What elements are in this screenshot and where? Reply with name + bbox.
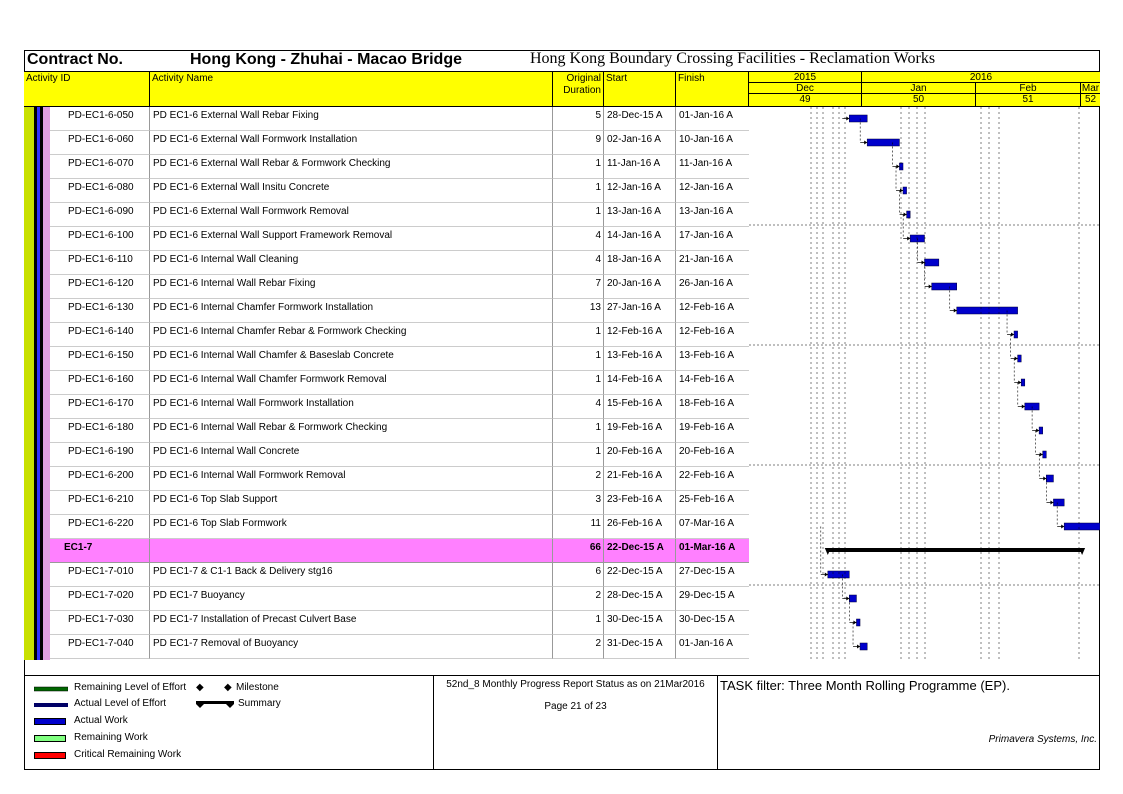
cell-duration: 1	[553, 179, 604, 203]
cell-start: 22-Dec-15 A	[604, 539, 676, 563]
col-header-duration[interactable]	[553, 72, 604, 107]
cell-activity-id: PD-EC1-6-080	[50, 179, 150, 203]
cell-activity-name: PD EC1-7 Removal of Buoyancy	[150, 635, 553, 659]
cell-activity-id: PD-EC1-6-140	[50, 323, 150, 347]
cell-finish: 01-Mar-16 A	[676, 539, 749, 563]
cell-finish: 01-Jan-16 A	[676, 107, 749, 131]
cell-activity-id: PD-EC1-6-190	[50, 443, 150, 467]
cell-start: 28-Dec-15 A	[604, 107, 676, 131]
cell-activity-id: PD-EC1-6-110	[50, 251, 150, 275]
cell-duration: 11	[553, 515, 604, 539]
cell-finish: 30-Dec-15 A	[676, 611, 749, 635]
cell-start: 14-Jan-16 A	[604, 227, 676, 251]
arrow-head	[825, 573, 828, 577]
cell-duration: 4	[553, 251, 604, 275]
cell-finish: 14-Feb-16 A	[676, 371, 749, 395]
cell-activity-id: PD-EC1-6-090	[50, 203, 150, 227]
cell-finish: 22-Feb-16 A	[676, 467, 749, 491]
contract-label: Contract No.	[27, 51, 123, 68]
remaining-loe-swatch	[34, 685, 68, 693]
table-row[interactable]	[24, 515, 749, 539]
table-row[interactable]	[24, 251, 749, 275]
legend: Remaining Level of Effort ◆ ◆ Milestone Actual Level of Effort Summary Actual Work Remaining Work Critical Remaining Work	[24, 675, 434, 770]
cell-activity-name: PD EC1-6 Internal Wall Rebar Fixing	[150, 275, 553, 299]
cell-activity-id: PD-EC1-6-070	[50, 155, 150, 179]
actual-work-bar	[1043, 451, 1047, 458]
cell-duration: 2	[553, 635, 604, 659]
cell-activity-name: PD EC1-6 Internal Wall Rebar & Formwork Checking	[150, 419, 553, 443]
arrow-head	[1011, 333, 1014, 337]
arrow-head	[853, 621, 856, 625]
week-50: 50	[861, 94, 975, 106]
cell-activity-name: PD EC1-6 External Wall Rebar & Formwork Checking	[150, 155, 553, 179]
cell-activity-name: PD EC1-6 Internal Chamfer Rebar & Formwork Checking	[150, 323, 553, 347]
cell-activity-name: PD EC1-6 External Wall Formwork Installation	[150, 131, 553, 155]
arrow-head	[907, 237, 910, 241]
cell-finish: 26-Jan-16 A	[676, 275, 749, 299]
table-row[interactable]	[24, 299, 749, 323]
table-row[interactable]	[24, 491, 749, 515]
cell-activity-id: PD-EC1-6-160	[50, 371, 150, 395]
cell-duration: 3	[553, 491, 604, 515]
cell-finish: 12-Feb-16 A	[676, 323, 749, 347]
cell-activity-name: PD EC1-6 External Wall Formwork Removal	[150, 203, 553, 227]
cell-duration: 1	[553, 347, 604, 371]
cell-activity-name: PD EC1-6 External Wall Insitu Concrete	[150, 179, 553, 203]
arrow-head	[846, 117, 849, 121]
cell-activity-name	[150, 539, 553, 563]
table-row[interactable]	[24, 155, 749, 179]
actual-work-bar	[903, 187, 907, 194]
cell-finish: 10-Jan-16 A	[676, 131, 749, 155]
duration-header-line1: Original	[566, 73, 601, 84]
actual-work-bar	[1053, 499, 1064, 506]
report-status: 52nd_8 Monthly Progress Report Status as on 21Mar2016	[446, 679, 705, 690]
month-feb: Feb	[975, 83, 1080, 94]
cell-duration: 7	[553, 275, 604, 299]
timeline-header	[749, 72, 1100, 107]
cell-duration: 1	[553, 371, 604, 395]
arrow-head	[929, 285, 932, 289]
cell-start: 15-Feb-16 A	[604, 395, 676, 419]
arrow-head	[1022, 405, 1025, 409]
cell-start: 12-Jan-16 A	[604, 179, 676, 203]
month-dec: Dec	[749, 83, 861, 94]
cell-start: 30-Dec-15 A	[604, 611, 676, 635]
actual-work-bar	[925, 259, 939, 266]
cell-duration: 2	[553, 467, 604, 491]
cell-finish: 13-Jan-16 A	[676, 203, 749, 227]
table-row[interactable]	[24, 563, 749, 587]
actual-work-bar	[1064, 523, 1100, 530]
cell-activity-id: PD-EC1-6-220	[50, 515, 150, 539]
vendor-name: Primavera Systems, Inc.	[988, 734, 1097, 745]
table-row[interactable]	[24, 203, 749, 227]
cell-start: 02-Jan-16 A	[604, 131, 676, 155]
cell-duration: 66	[553, 539, 604, 563]
arrow-head	[954, 309, 957, 313]
cell-duration: 6	[553, 563, 604, 587]
cell-start: 11-Jan-16 A	[604, 155, 676, 179]
cell-activity-name: PD EC1-7 Installation of Precast Culvert Base	[150, 611, 553, 635]
month-mar: Mar	[1081, 83, 1100, 94]
cell-activity-name: PD EC1-6 Internal Wall Cleaning	[150, 251, 553, 275]
cell-activity-id: PD-EC1-6-150	[50, 347, 150, 371]
cell-activity-name: PD EC1-6 Top Slab Support	[150, 491, 553, 515]
cell-finish: 17-Jan-16 A	[676, 227, 749, 251]
table-row[interactable]	[24, 443, 749, 467]
table-row[interactable]	[24, 635, 749, 659]
cell-finish: 27-Dec-15 A	[676, 563, 749, 587]
arrow-head	[864, 141, 867, 145]
cell-finish: 12-Feb-16 A	[676, 299, 749, 323]
cell-finish: 12-Jan-16 A	[676, 179, 749, 203]
cell-finish: 25-Feb-16 A	[676, 491, 749, 515]
cell-activity-name: PD EC1-6 External Wall Support Framework Removal	[150, 227, 553, 251]
cell-activity-id: PD-EC1-6-060	[50, 131, 150, 155]
cell-activity-name: PD EC1-6 Internal Wall Formwork Installation	[150, 395, 553, 419]
cell-duration: 1	[553, 155, 604, 179]
year-2016: 2016	[861, 72, 1100, 83]
table-row[interactable]	[24, 107, 749, 131]
cell-activity-id: PD-EC1-7-010	[50, 563, 150, 587]
cell-duration: 2	[553, 587, 604, 611]
actual-work-bar	[849, 115, 867, 122]
cell-start: 21-Feb-16 A	[604, 467, 676, 491]
cell-start: 22-Dec-15 A	[604, 563, 676, 587]
cell-start: 13-Jan-16 A	[604, 203, 676, 227]
actual-work-bar	[1014, 331, 1018, 338]
cell-finish: 01-Jan-16 A	[676, 635, 749, 659]
page-number: Page 21 of 23	[544, 701, 607, 712]
table-row[interactable]	[24, 611, 749, 635]
table-row[interactable]	[24, 467, 749, 491]
cell-start: 20-Jan-16 A	[604, 275, 676, 299]
arrow-head	[857, 645, 860, 649]
col-header-activity-name[interactable]: Activity Name	[150, 72, 553, 107]
col-header-finish[interactable]: Finish	[676, 72, 749, 107]
actual-work-bar	[1046, 475, 1053, 482]
cell-activity-id: PD-EC1-7-040	[50, 635, 150, 659]
table-row[interactable]	[24, 179, 749, 203]
actual-work-bar	[867, 139, 899, 146]
actual-work-bar	[856, 619, 860, 626]
actual-work-bar	[1021, 379, 1025, 386]
cell-duration: 13	[553, 299, 604, 323]
cell-duration: 9	[553, 131, 604, 155]
table-row[interactable]	[24, 275, 749, 299]
cell-activity-id: PD-EC1-6-130	[50, 299, 150, 323]
cell-start: 19-Feb-16 A	[604, 419, 676, 443]
cell-start: 12-Feb-16 A	[604, 323, 676, 347]
project-subtitle: Hong Kong Boundary Crossing Facilities - Reclamation Works	[530, 50, 936, 67]
table-row[interactable]	[24, 419, 749, 443]
cell-activity-id: EC1-7	[50, 539, 150, 563]
cell-start: 18-Jan-16 A	[604, 251, 676, 275]
arrow-head	[900, 189, 903, 193]
gantt-chart	[749, 107, 1100, 660]
cell-finish: 20-Feb-16 A	[676, 443, 749, 467]
cell-finish: 18-Feb-16 A	[676, 395, 749, 419]
cell-duration: 1	[553, 323, 604, 347]
cell-finish: 13-Feb-16 A	[676, 347, 749, 371]
actual-work-bar	[957, 307, 1018, 314]
actual-loe-swatch	[34, 701, 68, 709]
cell-activity-id: PD-EC1-7-020	[50, 587, 150, 611]
arrow-head	[1061, 525, 1064, 529]
table-row[interactable]	[24, 587, 749, 611]
cell-activity-name: PD EC1-6 Internal Wall Formwork Removal	[150, 467, 553, 491]
actual-work-bar	[907, 211, 911, 218]
year-2015: 2015	[749, 72, 861, 83]
cell-activity-name: PD EC1-7 & C1-1 Back & Delivery stg16	[150, 563, 553, 587]
cell-duration: 4	[553, 227, 604, 251]
arrow-head	[1040, 453, 1043, 457]
arrow-head	[1015, 357, 1018, 361]
cell-finish: 29-Dec-15 A	[676, 587, 749, 611]
month-jan: Jan	[861, 83, 975, 94]
arrow-head	[1036, 429, 1039, 433]
cell-activity-id: PD-EC1-6-170	[50, 395, 150, 419]
milestone-diamond-icon: ◆	[224, 682, 232, 693]
cell-finish: 11-Jan-16 A	[676, 155, 749, 179]
report-info	[434, 675, 718, 770]
cell-activity-name: PD EC1-6 External Wall Rebar Fixing	[150, 107, 553, 131]
actual-work-bar	[1039, 427, 1043, 434]
cell-activity-id: PD-EC1-6-050	[50, 107, 150, 131]
cell-duration: 1	[553, 419, 604, 443]
cell-start: 28-Dec-15 A	[604, 587, 676, 611]
table-row[interactable]	[24, 371, 749, 395]
arrow-head	[922, 261, 925, 265]
cell-start: 14-Feb-16 A	[604, 371, 676, 395]
cell-finish: 19-Feb-16 A	[676, 419, 749, 443]
actual-work-bar	[932, 283, 957, 290]
cell-start: 26-Feb-16 A	[604, 515, 676, 539]
cell-activity-name: PD EC1-7 Buoyancy	[150, 587, 553, 611]
cell-activity-name: PD EC1-6 Internal Wall Chamfer Formwork Removal	[150, 371, 553, 395]
table-row[interactable]	[24, 227, 749, 251]
title-bar	[24, 50, 1100, 72]
week-52: 52	[1080, 94, 1100, 106]
cell-duration: 4	[553, 395, 604, 419]
cell-duration: 1	[553, 443, 604, 467]
diamond-icon: ◆	[196, 682, 204, 693]
actual-work-bar	[860, 643, 867, 650]
cell-start: 13-Feb-16 A	[604, 347, 676, 371]
summary-bar-icon	[196, 699, 234, 709]
cell-activity-id: PD-EC1-6-210	[50, 491, 150, 515]
cell-duration: 1	[553, 203, 604, 227]
col-header-activity-id[interactable]: Activity ID	[24, 72, 150, 107]
cell-start: 20-Feb-16 A	[604, 443, 676, 467]
cell-finish: 07-Mar-16 A	[676, 515, 749, 539]
arrow-head	[1018, 381, 1021, 385]
actual-work-bar	[849, 595, 856, 602]
cell-activity-name: PD EC1-6 Internal Wall Concrete	[150, 443, 553, 467]
arrow-head	[1043, 477, 1046, 481]
summary-bar	[828, 548, 1082, 552]
filter-text: TASK filter: Three Month Rolling Programme (EP).	[720, 678, 1010, 693]
cell-activity-id: PD-EC1-6-120	[50, 275, 150, 299]
arrow-head	[896, 165, 899, 169]
cell-duration: 5	[553, 107, 604, 131]
table-row[interactable]	[24, 395, 749, 419]
cell-activity-id: PD-EC1-6-180	[50, 419, 150, 443]
cell-activity-name: PD EC1-6 Top Slab Formwork	[150, 515, 553, 539]
cell-start: 31-Dec-15 A	[604, 635, 676, 659]
table-row[interactable]	[24, 323, 749, 347]
table-row[interactable]	[24, 131, 749, 155]
cell-finish: 21-Jan-16 A	[676, 251, 749, 275]
col-header-start[interactable]: Start	[604, 72, 676, 107]
cell-activity-id: PD-EC1-6-200	[50, 467, 150, 491]
week-51: 51	[975, 94, 1080, 106]
cell-activity-name: PD EC1-6 Internal Wall Chamfer & Baseslab Concrete	[150, 347, 553, 371]
cell-start: 23-Feb-16 A	[604, 491, 676, 515]
filter-box	[718, 675, 1100, 770]
cell-activity-id: PD-EC1-7-030	[50, 611, 150, 635]
duration-header-line2: Duration	[563, 85, 601, 96]
cell-activity-id: PD-EC1-6-100	[50, 227, 150, 251]
actual-work-bar	[828, 571, 849, 578]
summary-row[interactable]	[24, 539, 749, 563]
project-title: Hong Kong - Zhuhai - Macao Bridge	[190, 51, 462, 68]
arrow-head	[846, 597, 849, 601]
arrow-head	[1050, 501, 1053, 505]
actual-work-bar	[1018, 355, 1022, 362]
week-49: 49	[799, 94, 811, 105]
arrow-head	[904, 213, 907, 217]
table-row[interactable]	[24, 347, 749, 371]
cell-duration: 1	[553, 611, 604, 635]
cell-start: 27-Jan-16 A	[604, 299, 676, 323]
cell-activity-name: PD EC1-6 Internal Chamfer Formwork Installation	[150, 299, 553, 323]
